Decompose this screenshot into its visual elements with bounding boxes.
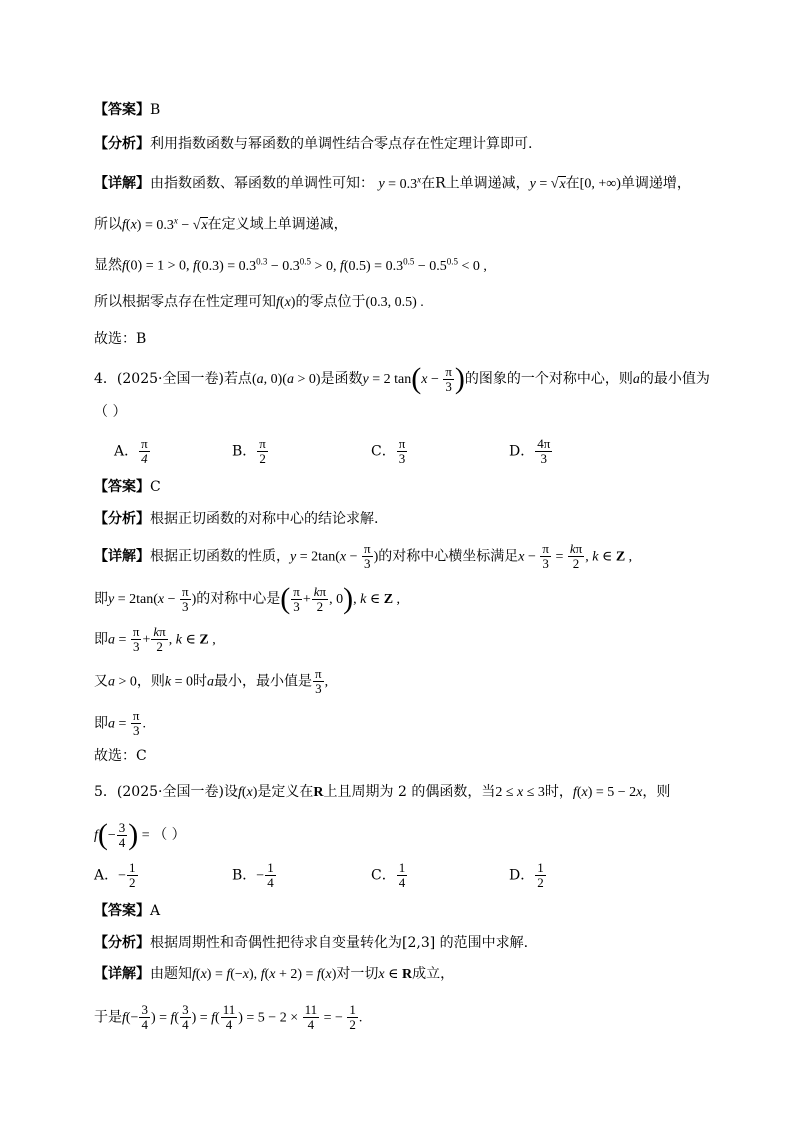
q5-answer: A (150, 903, 161, 919)
q4-detail-text: 即 (94, 631, 108, 648)
answer-tag: 【答案】 (94, 903, 150, 919)
q4-conclusion: C (136, 748, 147, 764)
option-label: C． (371, 867, 396, 884)
option-num: 1 (537, 860, 544, 875)
q4-stem-text: 是函数 (320, 371, 363, 387)
q3-detail-text: 单调递增， (620, 175, 691, 192)
q4-detail-line-1: 【详解】根据正切函数的性质，y = 2tan(x − $\frac{\pi}{3}$ )的对称中心横坐标满足x − $\frac{\pi}{3}$ = $\frac{k\pi}{2}$ , k ∈ Z , (94, 541, 633, 571)
q5-stem-line: 5．(2025·全国一卷)设f(x)是定义在R上且周期为 2 的偶函数，当2 ≤ x ≤ 3时，f(x) = 5 − 2x，则 (94, 784, 671, 800)
q4-option-a (114, 437, 151, 466)
q4-stem-text: 的图象的一个对称中心，则 (464, 371, 633, 387)
option-num: π (398, 436, 406, 451)
option-label: B． (232, 443, 257, 460)
detail-tag: 【详解】 (94, 175, 150, 192)
option-den: 4 (141, 451, 148, 466)
q5-detail-line-1: 【详解】由题知f(x) = f(−x), f(x + 2) = f(x)对一切x ∈ R成立， (94, 966, 455, 982)
detail-tag: 【详解】 (94, 548, 150, 565)
q3-detail-line-1: 【详解】由指数函数、幂函数的单调性可知： $y = 0.3^x$在R上单调递减，y = √x在[0, +∞)单调递增， (94, 174, 691, 192)
option-label: A． (94, 867, 119, 884)
q5-answer-line (94, 901, 160, 921)
option-label: D． (509, 867, 535, 884)
q3-answer: B (150, 102, 161, 118)
q4-option-d (509, 437, 553, 466)
q5-option-a (94, 861, 139, 890)
q3-answer-line (94, 100, 160, 120)
option-sign: − (256, 868, 265, 884)
q4-detail-line-3: 即a = $\frac{\pi}{3}$ + $\frac{k\pi}{2}$ , k ∈ Z , (94, 624, 216, 654)
analysis-tag: 【分析】 (94, 511, 150, 527)
q3-detail-text: 所以根据零点存在性定理可知 (94, 294, 276, 310)
q4-detail-text: 最小，最小值是 (214, 673, 313, 690)
q4-detail-line-2: 即y = 2tan(x − $\frac{\pi}{3}$ )的对称中心是( $\frac{\pi}{3}$ + $\frac{k\pi}{2}$ , 0), k ∈ Z , (94, 582, 401, 615)
option-num: π (259, 436, 266, 451)
option-den: 2 (259, 451, 266, 466)
q4-detail-text: ，则 (136, 673, 165, 690)
q5-analysis: 根据周期性和奇偶性把待求自变量转化为[2,3] 的范围中求解. (150, 935, 529, 951)
q3-detail-text: 在 (565, 175, 580, 192)
q3-detail-text: 由指数函数、幂函数的单调性可知： (150, 175, 374, 192)
q3-detail-text: 在R上单调递减， (421, 175, 530, 192)
q4-detail-text: 又 (94, 673, 108, 690)
q5-stem-text: 是定义在 (257, 784, 314, 800)
option-den: 2 (537, 875, 544, 890)
option-label: D． (509, 443, 535, 460)
option-label: B． (232, 867, 257, 884)
answer-tag: 【答案】 (94, 479, 150, 495)
q3-analysis-line (94, 134, 532, 154)
q5-detail-text: 成立， (412, 966, 455, 982)
q4-answer-line (94, 477, 161, 497)
q4-stem-line: 4．(2025·全国一卷)若点(a, 0)(a > 0)是函数y = 2 tan(x − $\frac{\pi}{3}$ )的图象的一个对称中心，则a的最小值为 (94, 362, 710, 395)
q3-detail-line-4: 所以根据零点存在性定理可知f(x)的零点位于(0.3, 0.5) . (94, 294, 424, 310)
q5-paren: （ ） (153, 827, 186, 843)
q4-detail-text: 即 (94, 591, 108, 607)
q5-option-d (509, 861, 547, 890)
answer-tag: 【答案】 (94, 102, 150, 118)
q3-analysis: 利用指数函数与幂函数的单调性结合零点存在性定理计算即可. (150, 136, 533, 152)
q3-conclusion: B (136, 331, 147, 347)
analysis-tag: 【分析】 (94, 136, 150, 152)
q5-option-c (371, 861, 408, 890)
q4-detail-text: 的对称中心是 (196, 591, 281, 607)
q5-detail-text: 由题知 (150, 966, 192, 982)
math-expr: y (378, 176, 385, 192)
q3-conclusion-line (94, 329, 146, 349)
q4-paren: （ ） (94, 404, 127, 420)
q3-detail-line-3: 显然f(0) = 1 > 0, $f(0.3) = 0.3^{0.3} - 0.3^{0.5} > 0$, $f(0.5) = 0.3^{0.5} - 0.5^{0.5} < 0$ , (94, 256, 487, 274)
q4-detail-text: 即 (94, 715, 108, 732)
q5-stem-text: 设 (223, 784, 238, 800)
q5-stem-line-2: f(− $\frac{3}{4}$ ) = （ ） (94, 818, 186, 851)
q4-detail-line-4: 又a > 0，则k = 0时a最小，最小值是 $\frac{\pi}{3}$ , (94, 666, 329, 696)
q3-detail-text: 所以 (94, 216, 122, 233)
q4-option-c (371, 437, 408, 466)
q5-option-b (232, 861, 277, 890)
q5-stem-text: ，则 (642, 784, 671, 800)
q4-number: 4． (94, 371, 117, 387)
option-den: 3 (540, 451, 548, 466)
q4-detail-text: 的对称中心横坐标满足 (378, 548, 519, 565)
q3-detail-text: 在定义域上单调递减， (207, 216, 348, 233)
q3-detail-line-2: 所以$f(x) = 0.3^x - √x$在定义域上单调递减， (94, 215, 348, 233)
q4-answer: C (150, 479, 161, 495)
q5-number: 5． (94, 784, 117, 800)
q5-detail-text: 对一切 (336, 966, 379, 982)
conclusion-tag: 故选： (94, 331, 136, 347)
q4-analysis: 根据正切函数的对称中心的结论求解. (150, 511, 379, 527)
option-den: 3 (398, 451, 406, 466)
q4-stem-text: 的最小值为 (639, 371, 710, 387)
option-num: 1 (129, 860, 136, 875)
q4-stem-text: 若点 (223, 371, 252, 387)
analysis-tag: 【分析】 (94, 935, 150, 951)
q4-source: (2025·全国一卷) (116, 371, 224, 387)
q4-detail-text: 时 (193, 673, 208, 690)
option-num: 4π (537, 436, 551, 451)
option-num: π (141, 436, 148, 451)
q5-stem-text: 时， (544, 784, 573, 800)
conclusion-tag: 故选： (94, 748, 136, 764)
option-den: 2 (129, 875, 136, 890)
q3-detail-text: 的零点位于 (295, 294, 366, 310)
q4-conclusion-line (94, 746, 147, 766)
q3-detail-text: 显然 (94, 257, 122, 274)
option-sign: − (118, 868, 127, 884)
q5-source: (2025·全国一卷) (116, 784, 224, 800)
option-num: 1 (267, 860, 274, 875)
q4-detail-text: 根据正切函数的性质， (150, 548, 290, 565)
option-num: 1 (398, 860, 406, 875)
option-label: C． (371, 443, 396, 460)
detail-tag: 【详解】 (94, 966, 150, 982)
q4-option-b (232, 437, 269, 466)
option-label: A． (114, 443, 139, 460)
q4-analysis-line (94, 509, 378, 529)
option-den: 4 (267, 875, 274, 890)
q5-analysis-line (94, 933, 528, 953)
q5-stem-text: 上且周期为 2 的偶函数，当 (323, 784, 496, 800)
option-den: 4 (398, 875, 406, 890)
q4-detail-line-5: 即a = $\frac{\pi}{3}$ . (94, 708, 146, 738)
q5-detail-text: 于是 (94, 1009, 122, 1026)
q5-detail-line-2: 于是f(− $\frac{3}{4}$ ) = f( $\frac{3}{4}$ ) = f( $\frac{11}{4}$ ) = 5 − 2 × $\frac{11}{4}$ = − $\frac{1}{2}$ . (94, 1002, 363, 1032)
